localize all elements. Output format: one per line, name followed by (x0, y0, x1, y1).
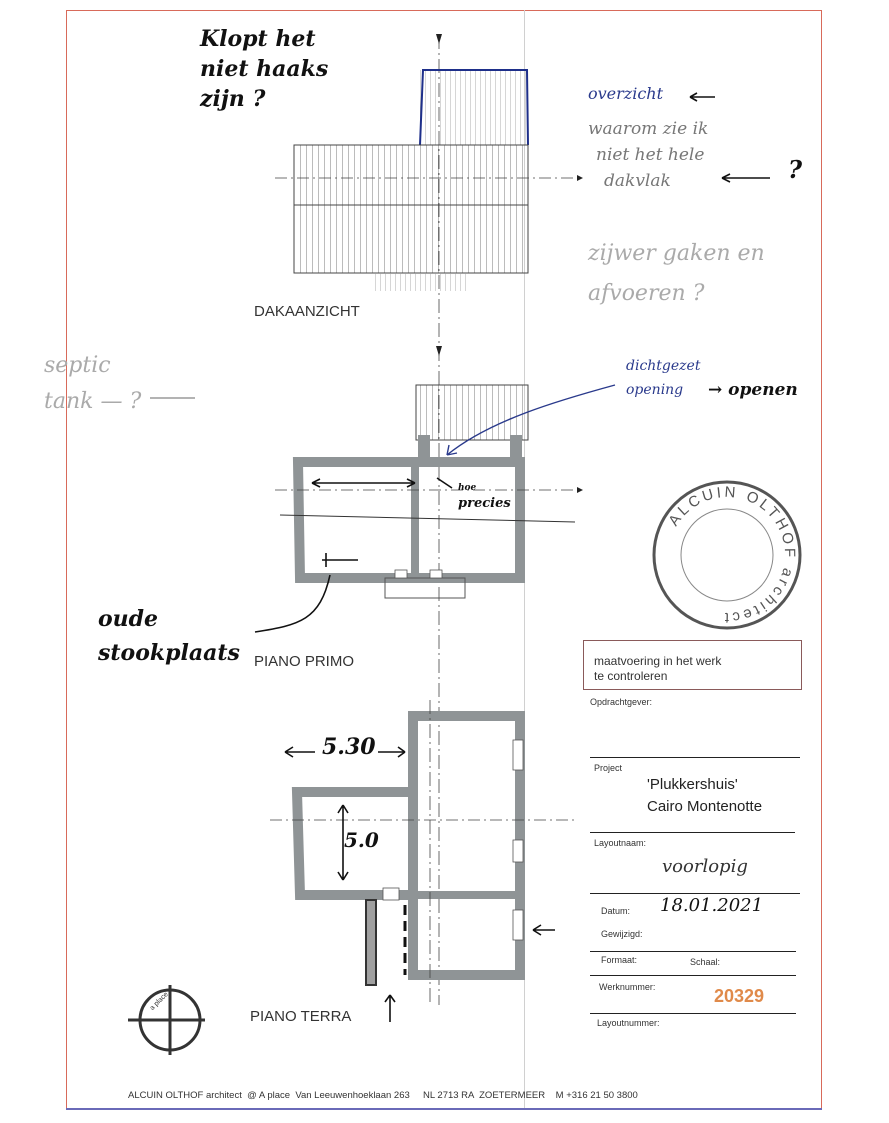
title-block-rule (590, 951, 796, 952)
annotation-line: opening (626, 382, 684, 398)
first-floor-label: PIANO PRIMO (254, 653, 355, 670)
work-number-value: 20329 (714, 986, 765, 1006)
annotation-line: waarom zie ik (588, 119, 709, 139)
date-label: Datum: (601, 906, 631, 916)
svg-text:ALCUIN OLTHOF architect (665, 484, 798, 626)
title-block-rule (590, 832, 795, 833)
annotation-closed-opening (626, 354, 700, 402)
annotation-line: dakvlak (604, 171, 671, 191)
client-label: Opdrachtgever: (590, 697, 653, 707)
logo-text: a place (148, 991, 170, 1012)
date-value: 18.01.2021 (660, 895, 764, 916)
annotation-septic-tank (44, 348, 141, 420)
project-location: Cairo Montenotte (647, 798, 763, 815)
annotation-line: tank — ? (44, 389, 142, 414)
annotation-line: septic (44, 353, 111, 378)
annotation-line: dichtgezet (626, 358, 701, 374)
ground-floor-label: PIANO TERRA (250, 1008, 352, 1025)
modified-label: Gewijzigd: (601, 929, 643, 939)
annotation-precise (458, 480, 511, 512)
annotation-overview: overzicht (588, 84, 664, 103)
annotation-line: hoe (458, 483, 477, 493)
stamp-text: ALCUIN OLTHOF architect (665, 483, 799, 627)
annotation-line: Klopt het (200, 26, 316, 52)
title-block-rule (590, 757, 800, 758)
annotation-line: zijwer gaken en (588, 241, 765, 266)
project-name: 'Plukkershuis' (647, 776, 738, 793)
layout-name-label: Layoutnaam: (594, 838, 647, 848)
roof-view-label: DAKAANZICHT (254, 303, 360, 320)
note-line: te controleren (594, 669, 668, 683)
annotation-old-fireplace (98, 602, 240, 670)
layout-number-label: Layoutnummer: (597, 1018, 660, 1028)
title-block-rule (590, 893, 800, 894)
annotation-line: precies (458, 496, 511, 511)
format-label: Formaat: (601, 955, 638, 965)
annotation-dormers (588, 234, 765, 314)
annotation-line: niet het hele (596, 145, 705, 165)
project-label: Project (594, 763, 623, 773)
annotation-line: afvoeren ? (588, 281, 705, 306)
layout-name-value: voorlopig (662, 856, 748, 877)
annotation-line: niet haaks (200, 56, 329, 82)
footer-address: ALCUIN OLTHOF architect @ A place Van Leeuwenhoeklaan 263 NL 2713 RA ZOETERMEER M +316 21 50 3800 (128, 1090, 638, 1101)
title-block-rule (590, 975, 796, 976)
dimension-width: 5.30 (322, 734, 376, 760)
annotation-roof-question (588, 116, 708, 194)
title-block-rule (590, 1013, 796, 1014)
note-box (583, 640, 802, 690)
scale-label: Schaal: (690, 957, 721, 967)
annotation-not-square (200, 24, 328, 114)
annotation-question-mark: ? (788, 155, 803, 184)
work-number-label: Werknummer: (599, 982, 656, 992)
annotation-line: zijn ? (200, 86, 266, 112)
note-line: maatvoering in het werk (594, 654, 722, 668)
dimension-depth: 5.0 (344, 828, 379, 852)
annotation-line: oude (98, 606, 159, 632)
annotation-line: stookplaats (98, 640, 240, 666)
annotation-open: → openen (708, 380, 798, 400)
